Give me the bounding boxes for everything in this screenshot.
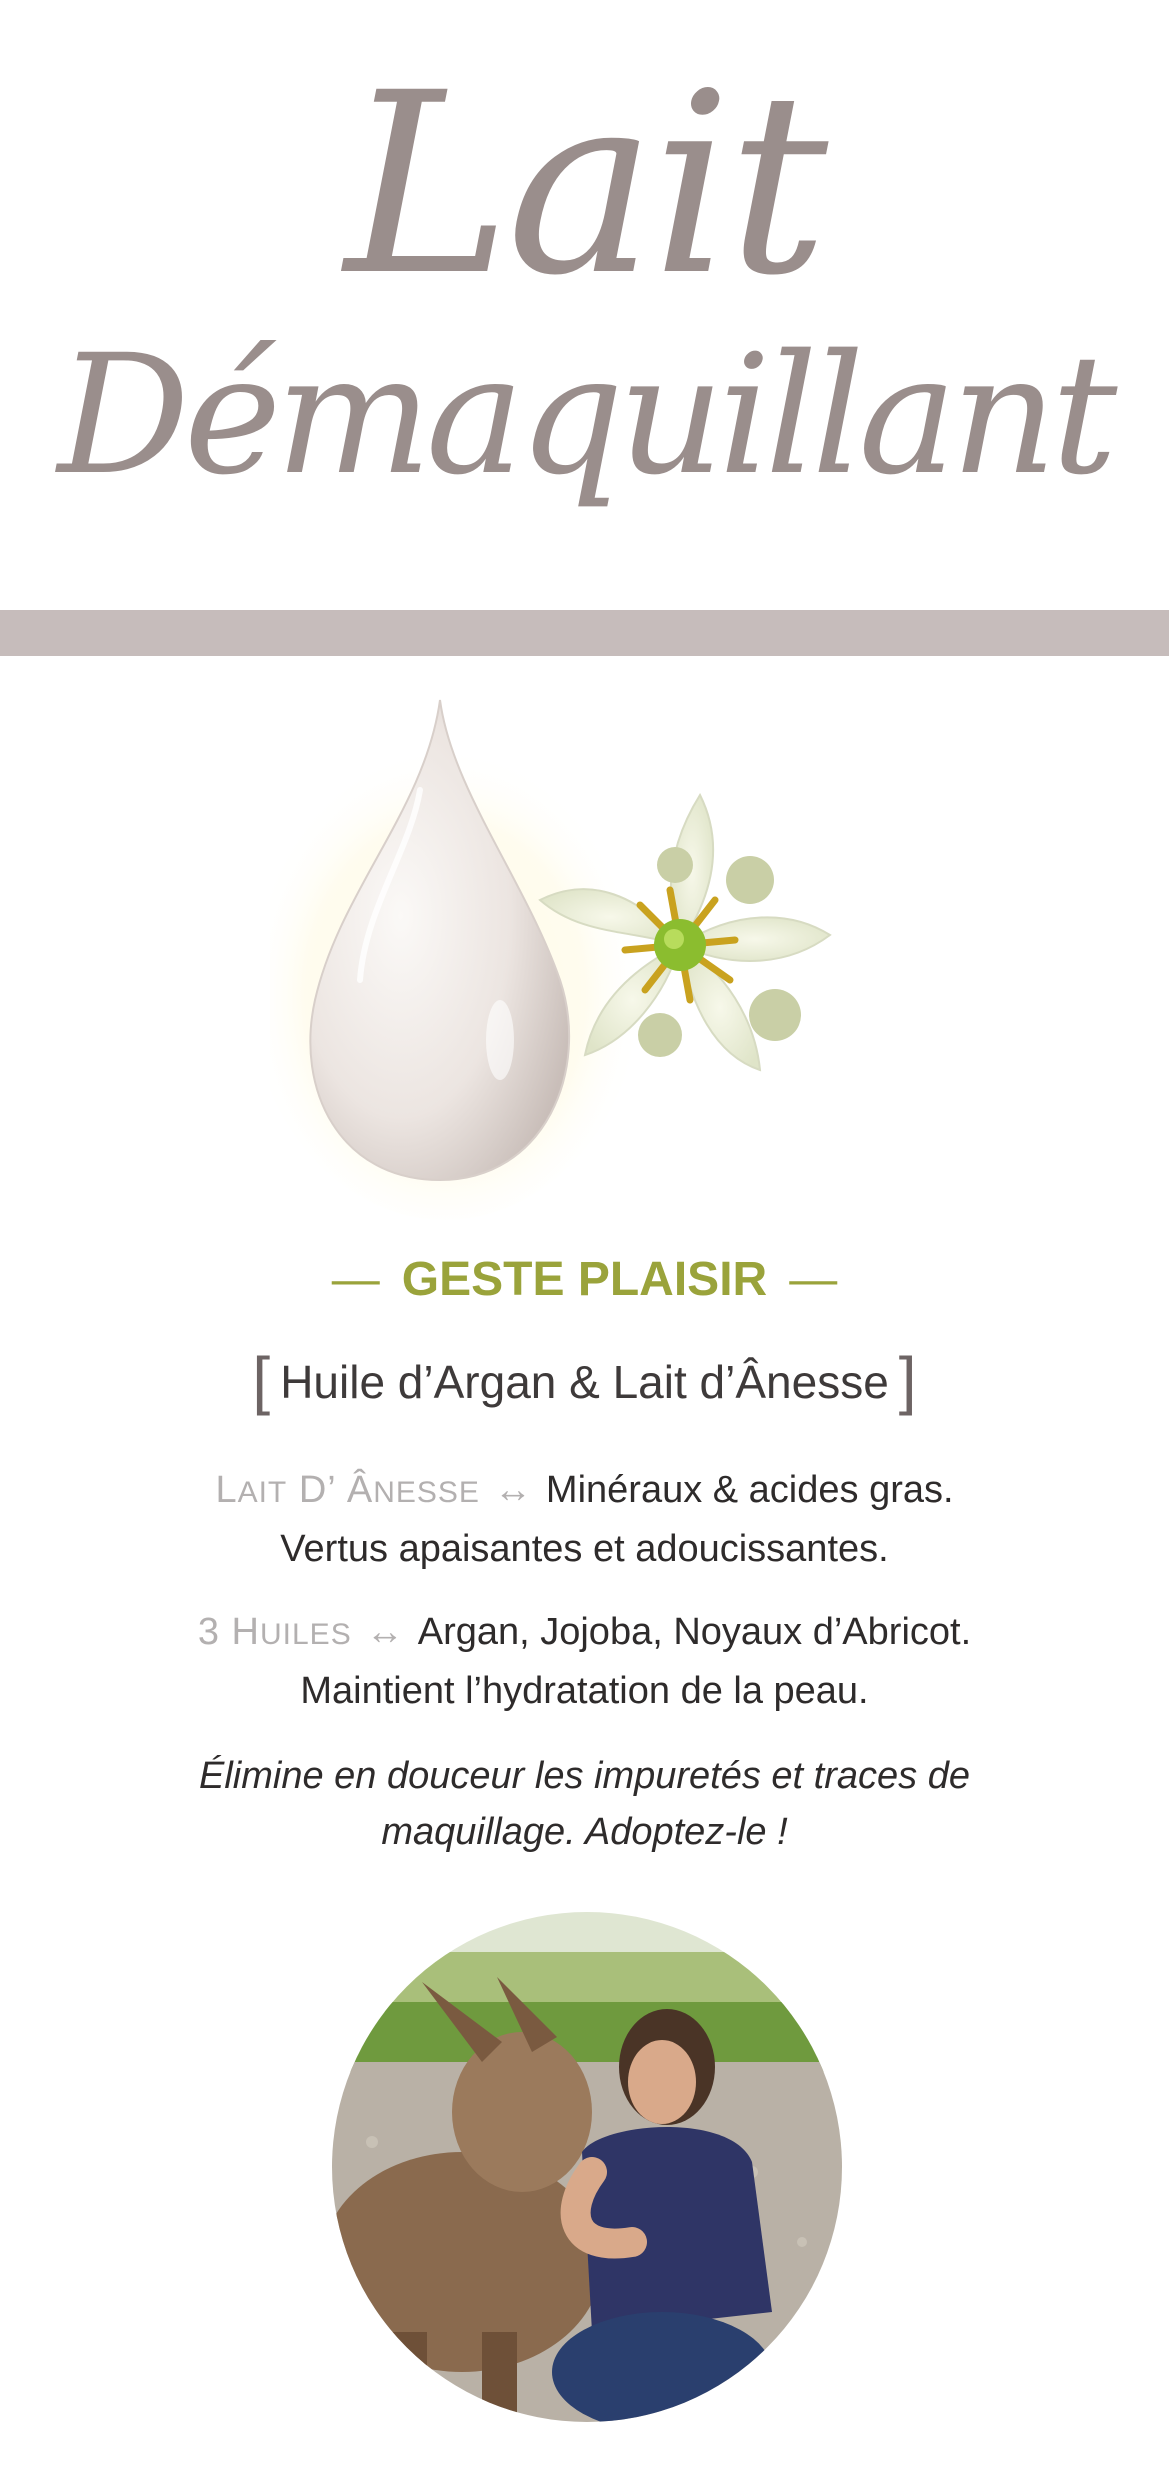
paragraph-line: Maintient l’hydratation de la peau. <box>300 1670 869 1712</box>
donkey-photo <box>332 1912 842 2422</box>
divider-band <box>0 610 1169 656</box>
paragraph-line: Vertus apaisantes et adoucissantes. <box>280 1528 889 1570</box>
hero-illustration <box>270 680 930 1220</box>
title-line-2: Démaquillant <box>57 319 1112 511</box>
ingredients-subtitle <box>0 1345 1169 1417</box>
ingredient-label: LAIT D’ ÂNESSE <box>215 1469 480 1511</box>
paragraph-line: Argan, Jojoba, Noyaux d’Abricot. <box>417 1611 972 1653</box>
arrow-icon: ↔ <box>493 1469 532 1511</box>
heading-dash-left: — <box>331 1253 380 1306</box>
arrow-icon: ↔ <box>365 1611 404 1653</box>
bracket-open: [ <box>252 1344 271 1416</box>
section-heading <box>0 1250 1169 1310</box>
heading-dash-right: — <box>789 1253 838 1306</box>
tagline <box>60 1748 1109 1860</box>
ingredient-label: 3 HUILES <box>197 1611 352 1653</box>
tagline-line: maquillage. Adoptez-le ! <box>381 1811 788 1853</box>
tagline-line: Élimine en douceur les impuretés et traces de <box>199 1755 970 1797</box>
milk-drop-icon <box>270 700 645 1220</box>
paragraph-line: Minéraux & acides gras. <box>545 1469 954 1511</box>
heading-text: GESTE PLAISIR <box>401 1253 768 1306</box>
subtitle-text: Huile d’Argan & Lait d’Ânesse <box>280 1356 889 1408</box>
oils-paragraph <box>60 1604 1109 1719</box>
donkey-milk-paragraph <box>60 1462 1109 1577</box>
bracket-close: ] <box>898 1344 917 1416</box>
title-line-1: Lait <box>344 39 825 330</box>
